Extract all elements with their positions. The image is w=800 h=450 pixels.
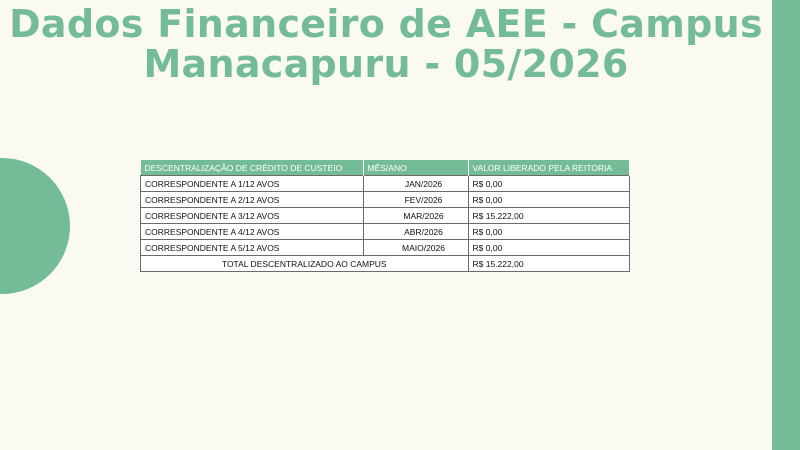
row-month: FEV/2026 (363, 192, 468, 208)
row-description: CORRESPONDENTE A 5/12 AVOS (141, 240, 364, 256)
table-total-row (141, 256, 630, 272)
decorative-circle (0, 158, 70, 294)
row-month: JAN/2026 (363, 176, 468, 192)
row-month: ABR/2026 (363, 224, 468, 240)
column-header-value: VALOR LIBERADO PELA REITORIA (468, 160, 630, 176)
row-value: R$ 0,00 (468, 224, 630, 240)
column-header-description: DESCENTRALIZAÇÃO DE CRÉDITO DE CUSTEIO (141, 160, 364, 176)
row-description: CORRESPONDENTE A 3/12 AVOS (141, 208, 364, 224)
row-month: MAIO/2026 (363, 240, 468, 256)
table-row (141, 176, 630, 192)
row-month: MAR/2026 (363, 208, 468, 224)
table-row (141, 240, 630, 256)
table-row (141, 208, 630, 224)
page-title-line-1: Dados Financeiro de AEE - Campus (9, 2, 763, 46)
row-value: R$ 0,00 (468, 176, 630, 192)
row-description: CORRESPONDENTE A 4/12 AVOS (141, 224, 364, 240)
decorative-right-bar (772, 0, 800, 450)
financial-table (140, 160, 630, 272)
row-description: CORRESPONDENTE A 2/12 AVOS (141, 192, 364, 208)
row-description: CORRESPONDENTE A 1/12 AVOS (141, 176, 364, 192)
total-label: TOTAL DESCENTRALIZADO AO CAMPUS (141, 256, 469, 272)
table-row (141, 192, 630, 208)
page-title-line-2: Manacapuru - 05/2026 (143, 42, 629, 86)
row-value: R$ 0,00 (468, 240, 630, 256)
page-title (0, 4, 772, 84)
table-row (141, 224, 630, 240)
total-value: R$ 15.222,00 (468, 256, 630, 272)
table-header-row (141, 160, 630, 176)
row-value: R$ 15.222,00 (468, 208, 630, 224)
row-value: R$ 0,00 (468, 192, 630, 208)
column-header-month: MÊS/ANO (363, 160, 468, 176)
